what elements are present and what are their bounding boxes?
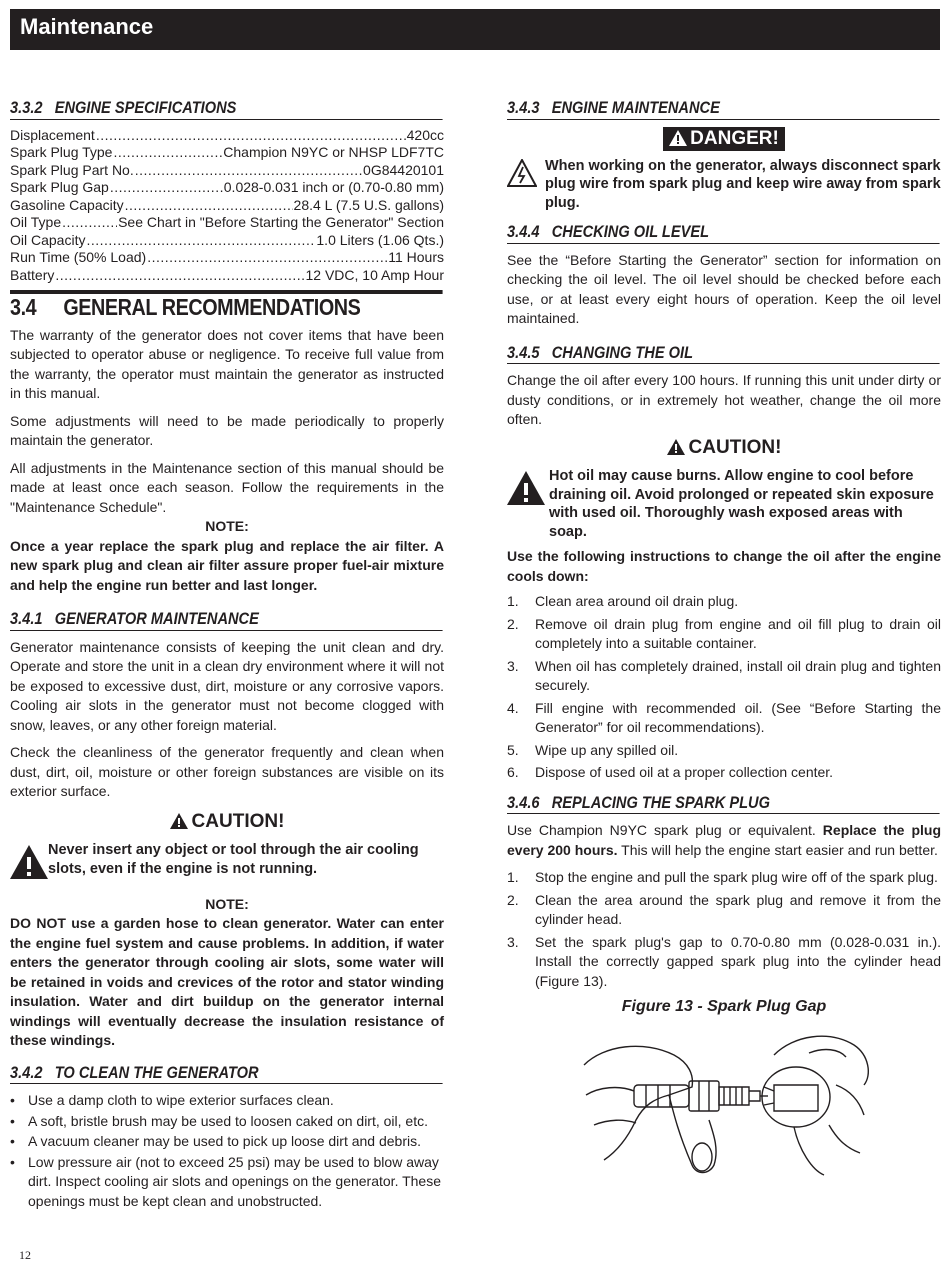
general-paragraph: The warranty of the generator does not cover items that have been subjected to operator abuse or negligence. To receive full value from the warranty, the operator must maintain the generator as instructed in this manual. bbox=[10, 326, 444, 401]
oil-instructions-intro: Use the following instructions to change the oil after the engine cools down: bbox=[507, 548, 941, 584]
oil-steps-list bbox=[507, 592, 941, 783]
spark-plug-gap-figure bbox=[507, 1025, 941, 1191]
changing-oil-heading: 3.4.5 CHANGING THE OIL bbox=[507, 343, 940, 365]
engine-specs-heading: 3.3.2 ENGINE SPECIFICATIONS bbox=[10, 98, 443, 120]
left-column bbox=[10, 98, 444, 1212]
checking-oil-heading: 3.4.4 CHECKING OIL LEVEL bbox=[507, 222, 940, 244]
step-text: Clean area around oil drain plug. bbox=[535, 593, 739, 609]
generator-maintenance-paragraph: Check the cleanliness of the generator frequently and clean when dust, dirt, oil, moisture or other foreign substances are visible on its exterior surface. bbox=[10, 744, 444, 799]
leader-dots bbox=[147, 249, 387, 267]
spec-label: Gasoline Capacity bbox=[10, 196, 124, 213]
leader-dots bbox=[125, 197, 293, 215]
step-item bbox=[507, 763, 941, 783]
caution-text: Hot oil may cause burns. Allow engine to cool before draining oil. Avoid prolonged or repeated skin exposure with used oil. Thoroughly wash exposed areas with soap. bbox=[549, 468, 934, 540]
step-number: 4. bbox=[507, 699, 519, 716]
caution-block bbox=[507, 467, 941, 541]
step-text: Fill engine with recommended oil. (See “Before Starting the Generator” for oil recommendations). bbox=[535, 699, 941, 735]
spec-row bbox=[10, 232, 444, 250]
general-paragraph: Some adjustments will need to be made periodically to properly maintain the generator. bbox=[10, 412, 444, 448]
caution-block bbox=[10, 841, 444, 885]
step-item bbox=[507, 891, 941, 930]
list-item-text: A vacuum cleaner may be used to pick up loose dirt and debris. bbox=[28, 1133, 421, 1149]
list-item-text: A soft, bristle brush may be used to loosen caked on dirt, oil, etc. bbox=[28, 1112, 428, 1129]
step-number: 3. bbox=[507, 933, 519, 950]
clean-bullet-list bbox=[10, 1091, 444, 1211]
danger-heading bbox=[507, 127, 941, 151]
generator-maintenance-heading: 3.4.1 GENERATOR MAINTENANCE bbox=[10, 609, 443, 631]
spec-label: Battery bbox=[10, 266, 55, 283]
bullet-marker: • bbox=[10, 1153, 15, 1170]
danger-block bbox=[507, 157, 941, 213]
step-number: 1. bbox=[507, 869, 519, 885]
spec-label: Spark Plug Type bbox=[10, 144, 113, 160]
step-number: 2. bbox=[507, 891, 519, 908]
list-item bbox=[10, 1153, 444, 1212]
list-item bbox=[10, 1132, 444, 1152]
step-number: 3. bbox=[507, 657, 519, 674]
spec-label: Oil Type bbox=[10, 214, 62, 230]
leader-dots bbox=[62, 214, 117, 232]
spark-plug-intro: Use Champion N9YC spark plug or equivalent. Replace the plug every 200 hours. This will help the engine start easier and run better. bbox=[507, 822, 941, 858]
spec-row bbox=[10, 197, 444, 215]
step-number: 2. bbox=[507, 615, 519, 632]
spark-plug-heading: 3.4.6 REPLACING THE SPARK PLUG bbox=[507, 793, 940, 815]
engine-specs-list bbox=[10, 127, 444, 285]
checking-oil-paragraph: See the “Before Starting the Generator” section for information on checking the oil level. The oil level should be checked before each use, or at least every eight hours of operation. Keep the oil level maintained. bbox=[507, 251, 941, 326]
spec-label: Spark Plug Gap bbox=[10, 179, 109, 195]
warning-triangle-icon bbox=[667, 439, 685, 455]
step-item bbox=[507, 615, 941, 654]
list-item-text: Use a damp cloth to wipe exterior surfaces clean. bbox=[28, 1092, 334, 1108]
spec-value: Champion N9YC or NHSP LDF7TC bbox=[223, 144, 444, 160]
step-text: Set the spark plug's gap to 0.70-0.80 mm (0.028-0.031 in.). Install the correctly gapped spark plug into the cylinder head (Figure 13). bbox=[535, 933, 941, 989]
spec-label: Oil Capacity bbox=[10, 231, 86, 248]
spec-label: Displacement bbox=[10, 126, 95, 143]
leader-dots bbox=[110, 179, 223, 197]
spec-value: 28.4 L (7.5 U.S. gallons) bbox=[293, 196, 444, 213]
spark-steps-list bbox=[507, 868, 941, 991]
spec-row bbox=[10, 162, 444, 180]
engine-maintenance-heading: 3.4.3 ENGINE MAINTENANCE bbox=[507, 98, 940, 120]
electric-shock-icon bbox=[507, 157, 545, 193]
step-item bbox=[507, 933, 941, 992]
page-number: 12 bbox=[19, 1248, 31, 1262]
spec-value: See Chart in "Before Starting the Generator" Section bbox=[118, 214, 444, 230]
spec-value: 1.0 Liters (1.06 Qts.) bbox=[316, 231, 444, 248]
spec-row bbox=[10, 249, 444, 267]
spec-label: Spark Plug Part No. bbox=[10, 161, 134, 178]
step-item bbox=[507, 592, 941, 612]
leader-dots bbox=[113, 144, 222, 162]
clean-generator-heading: 3.4.2 TO CLEAN THE GENERATOR bbox=[10, 1063, 443, 1085]
note-heading: NOTE: bbox=[205, 518, 249, 534]
leader-dots bbox=[96, 127, 406, 145]
leader-dots bbox=[135, 162, 362, 180]
step-text: Remove oil drain plug from engine and oil fill plug to drain oil completely into a suitable container. bbox=[535, 615, 941, 651]
danger-badge: DANGER! bbox=[663, 127, 785, 151]
spec-value: 11 Hours bbox=[388, 249, 444, 265]
step-number: 5. bbox=[507, 741, 519, 758]
spec-value: 0G84420101 bbox=[363, 161, 444, 178]
step-text: Stop the engine and pull the spark plug wire off of the spark plug. bbox=[535, 869, 938, 885]
page-header-bar bbox=[10, 9, 940, 50]
spec-row bbox=[10, 144, 444, 162]
step-text: Clean the area around the spark plug and remove it from the cylinder head. bbox=[535, 891, 941, 927]
note-text: Once a year replace the spark plug and replace the air filter. A new spark plug and clean air filter assure proper fuel-air mixture and help the engine run better and last longer. bbox=[10, 537, 444, 593]
spec-label: Run Time (50% Load) bbox=[10, 249, 147, 265]
list-item-text: Low pressure air (not to exceed 25 psi) may be used to blow away dirt. Inspect cooling air slots and openings on the generator. These openings must be kept clean and unobstructed. bbox=[28, 1153, 442, 1209]
leader-dots bbox=[55, 267, 304, 285]
caution-heading: CAUTION! bbox=[10, 812, 444, 832]
spec-row bbox=[10, 267, 444, 285]
step-item bbox=[507, 868, 941, 888]
note-heading: NOTE: bbox=[205, 895, 249, 912]
general-paragraph: All adjustments in the Maintenance section of this manual should be made at least once each season. Follow the requirements in the "Maintenance Schedule". bbox=[10, 459, 444, 515]
step-item bbox=[507, 657, 941, 696]
step-number: 6. bbox=[507, 764, 519, 780]
bullet-marker: • bbox=[10, 1112, 15, 1129]
warning-triangle-icon bbox=[170, 813, 188, 829]
exclamation-triangle-icon bbox=[10, 841, 48, 885]
caution-text: Never insert any object or tool through the air cooling slots, even if the engine is not running. bbox=[48, 842, 419, 877]
exclamation-triangle-icon bbox=[507, 467, 549, 511]
right-column bbox=[507, 98, 941, 1190]
list-item bbox=[10, 1112, 444, 1132]
danger-text: When working on the generator, always disconnect spark plug wire from spark plug and keep wire away from spark plug. bbox=[545, 157, 941, 211]
generator-maintenance-paragraph: Generator maintenance consists of keeping the unit clean and dry. Operate and store the unit in a clean dry environment where it will not be exposed to excessive dust, dirt, moisture or any corrosive vapors. Cooling air slots in the generator must not become clogged with snow, leaves, or any other foreign material. bbox=[10, 638, 444, 733]
step-number: 1. bbox=[507, 593, 519, 609]
step-text: When oil has completely drained, install oil drain plug and tighten securely. bbox=[535, 657, 941, 693]
note-text: DO NOT use a garden hose to clean generator. Water can enter the engine fuel system and cause problems. In addition, if water enters the generator through cooling air slots, some water will be retained in voids and crevices of the rotor and stator winding insulation. Water and dirt buildup on the generator internal windings will eventually decrease the insulation resistance of these windings. bbox=[10, 915, 444, 1048]
figure-caption: Figure 13 - Spark Plug Gap bbox=[621, 998, 827, 1015]
spec-row bbox=[10, 127, 444, 145]
leader-dots bbox=[86, 232, 315, 250]
step-item bbox=[507, 699, 941, 738]
bullet-marker: • bbox=[10, 1092, 15, 1108]
spec-value: 12 VDC, 10 Amp Hour bbox=[305, 266, 444, 283]
page-header-title: Maintenance bbox=[20, 14, 154, 39]
changing-oil-paragraph: Change the oil after every 100 hours. If running this unit under dirty or dusty conditions, or in extremely hot weather, change the oil more often. bbox=[507, 372, 941, 427]
spec-row bbox=[10, 214, 444, 232]
warning-triangle-icon bbox=[669, 130, 687, 146]
step-item bbox=[507, 741, 941, 761]
bullet-marker: • bbox=[10, 1133, 15, 1149]
step-text: Dispose of used oil at a proper collection center. bbox=[535, 764, 834, 780]
spec-row bbox=[10, 179, 444, 197]
step-text: Wipe up any spilled oil. bbox=[535, 741, 679, 758]
caution-heading: CAUTION! bbox=[507, 438, 941, 458]
general-recommendations-heading: 3.4 GENERAL RECOMMENDATIONS bbox=[10, 290, 443, 318]
spec-value: 420cc bbox=[406, 126, 444, 143]
list-item bbox=[10, 1091, 444, 1111]
spec-value: 0.028-0.031 inch or (0.70-0.80 mm) bbox=[223, 179, 444, 195]
